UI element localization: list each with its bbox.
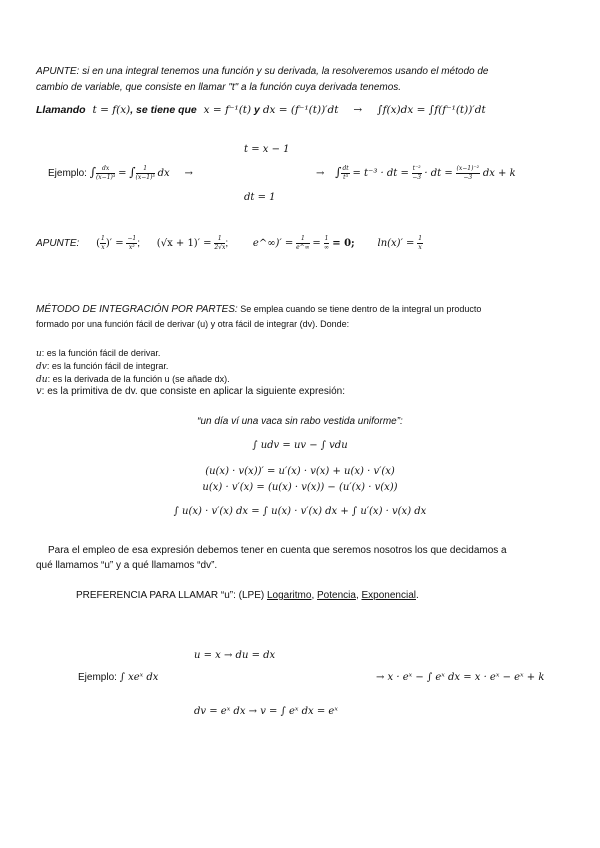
integral-sign: ∫ [89,165,96,179]
ejemplo2-left [78,672,158,683]
apunte2-zero: = 0; [332,238,355,249]
definitions-list [36,347,345,398]
llamando-mid: , se tiene que [130,104,197,116]
llamando-conj: y [254,104,260,116]
ejemplo1-tail: dx + k [482,168,516,179]
preferencia-line: PREFERENCIA PARA LLAMAR “u”: (LPE) Logaritmo, Potencia, Exponencial. [76,590,419,601]
metodo-title: MÉTODO DE INTEGRACIÓN POR PARTES: [36,304,238,315]
apunte2-frac6: $\frac{1}{x}$ [418,234,423,251]
apunte2-sqrt-expr: (√x + 1)′ = [156,238,212,249]
formula-rearranged: u(x) · v′(x) = (u(x) · v(x)) − (u′(x) · v(x)) [202,482,398,493]
metodo-line-1 [36,304,481,315]
apunte2-frac1: $\frac{1}{x}$ [101,234,105,251]
apunte2-prime-1: )′ = [105,238,124,249]
llamando-arrow: → [353,104,363,116]
ejemplo1-left [48,162,193,184]
apunte2-e-inf: e^∞)′ = [252,238,294,249]
apunte2-frac5: $\frac{1}{\infty}$ [324,234,329,251]
para-line-2: qué llamamos “u” y a qué llamamos “dv”. [36,560,218,571]
ejemplo1-dt-def: dt = 1 [244,192,276,203]
ejemplo2-dv-line: dv = eˣ dx → v = ∫ eˣ dx = eˣ [194,706,338,717]
preferencia-exponencial: Exponencial [361,590,416,601]
ejemplo1-right [316,162,516,184]
llamando-eq-x: x = f⁻¹(t) [203,104,252,116]
ejemplo1-mid-2: · dt = [424,168,453,179]
apunte2-frac3: $\frac{1}{2√x}$ [214,234,226,251]
ejemplo2-result: → x · eˣ − ∫ eˣ dx = x · eˣ − eˣ + k [376,672,545,683]
definition-item: u: es la función fácil de derivar. [36,348,161,359]
apunte2-sep-1: ; [137,238,141,249]
formula-integrated: ∫ u(x) · v′(x) dx = ∫ u(x) · v′(x) dx + ∫ u′(x) · v(x) dx [173,506,427,517]
ejemplo1-frac2: $\frac{1}{\text{(x−1)³}}$ [135,164,155,181]
ejemplo1-dx: dx [157,168,170,179]
mnemonic: “un día ví una vaca sin rabo vestida uniforme”: [197,416,403,427]
para-line-1: Para el empleo de esa expresión debemos tener en cuenta que seremos nosotros los que decidamos a [48,545,507,556]
ejemplo1-t-def: t = x − 1 [244,144,290,155]
apunte2-label: APUNTE: [36,238,80,249]
apunte2-frac2: $\frac{-1}{\text{x²}}$ [127,234,137,251]
definition-item: dv: es la función fácil de integrar. [36,361,169,372]
definition-item: du: es la derivada de la función u (se añade dx). [36,374,230,385]
ejemplo1-label: Ejemplo: [48,168,87,179]
apunte-line-2: cambio de variable, que consiste en llamar "t" a la función cuya derivada tenemos. [36,82,402,93]
apunte-line-1: APUNTE: si en una integral tenemos una función y su derivada, la resolveremos usando el método de [36,66,489,77]
apunte2-ln-expr: ln(x)′ = [377,238,415,249]
ejemplo2-label: Ejemplo: [78,672,117,683]
metodo-line-1-rest: Se emplea cuando se tiene dentro de la integral un producto [237,304,482,314]
apunte2-frac4: $\frac{1}{e\^{}\infty}$ [296,234,310,251]
metodo-line-2: formado por una función fácil de derivar (u) y otra fácil de integrar (dv). Donde: [36,319,350,329]
llamando-eq-dx: dx = (f⁻¹(t))′dt [262,104,339,116]
integral-sign: ∫ [335,165,342,179]
integral-sign: ∫ [129,165,136,179]
equals-sign: = [118,168,127,179]
apunte2-eq: = [312,238,321,249]
ejemplo2-integral: ∫ xeˣ dx [119,672,159,683]
formula-product-derivative: (u(x) · v(x))′ = u′(x) · v(x) + u(x) · v′(x) [205,466,395,477]
ejemplo2-u-line: u = x → du = dx [194,650,276,661]
ejemplo1-arrow-2: → [316,168,325,179]
ejemplo1-frac5: $\frac{\text{(x−1)⁻²}}{-3}$ [456,164,480,181]
ejemplo1-frac4: $\frac{\text{t⁻²}}{-3}$ [412,164,422,181]
preferencia-logaritmo: Logaritmo [266,590,312,601]
llamando-lead: Llamando [36,104,86,116]
ejemplo1-arrow-1: → [184,168,193,179]
ejemplo1-mid-1: = t⁻³ · dt = [352,168,409,179]
llamando-line [36,104,486,116]
llamando-eq-t: t = f(x) [92,104,131,116]
ejemplo1-frac3: $\frac{dt}{\text{t³}}$ [342,164,349,181]
definition-item: v: es la primitiva de dv. que consiste en aplicar la siguiente expresión: [36,386,345,397]
apunte2-line: APUNTE: ( $\frac{1}{x}$ )′ = $\frac{-1}{\text{x²}}$ ; (√x + 1)′ = $\frac{1}{2√x}$ ; e^∞)′ = $\frac{1}{e\^{}\infty}$ = $\frac{1}{\infty}$ = 0; ln(x)′ = $\frac{1}{x}$ [36,234,423,251]
apunte2-sep-2: ; [225,238,229,249]
llamando-eq-int: ∫f(x)dx = ∫f(f⁻¹(t))′dt [377,104,486,116]
preferencia-lead: PREFERENCIA PARA LLAMAR “u”: (LPE) [76,590,265,601]
preferencia-potencia: Potencia [317,590,356,601]
formula-parts: ∫ udv = uv − ∫ vdu [252,440,348,451]
ejemplo1-frac1: $\frac{dx}{\text{(x−1)³}}$ [95,164,116,181]
